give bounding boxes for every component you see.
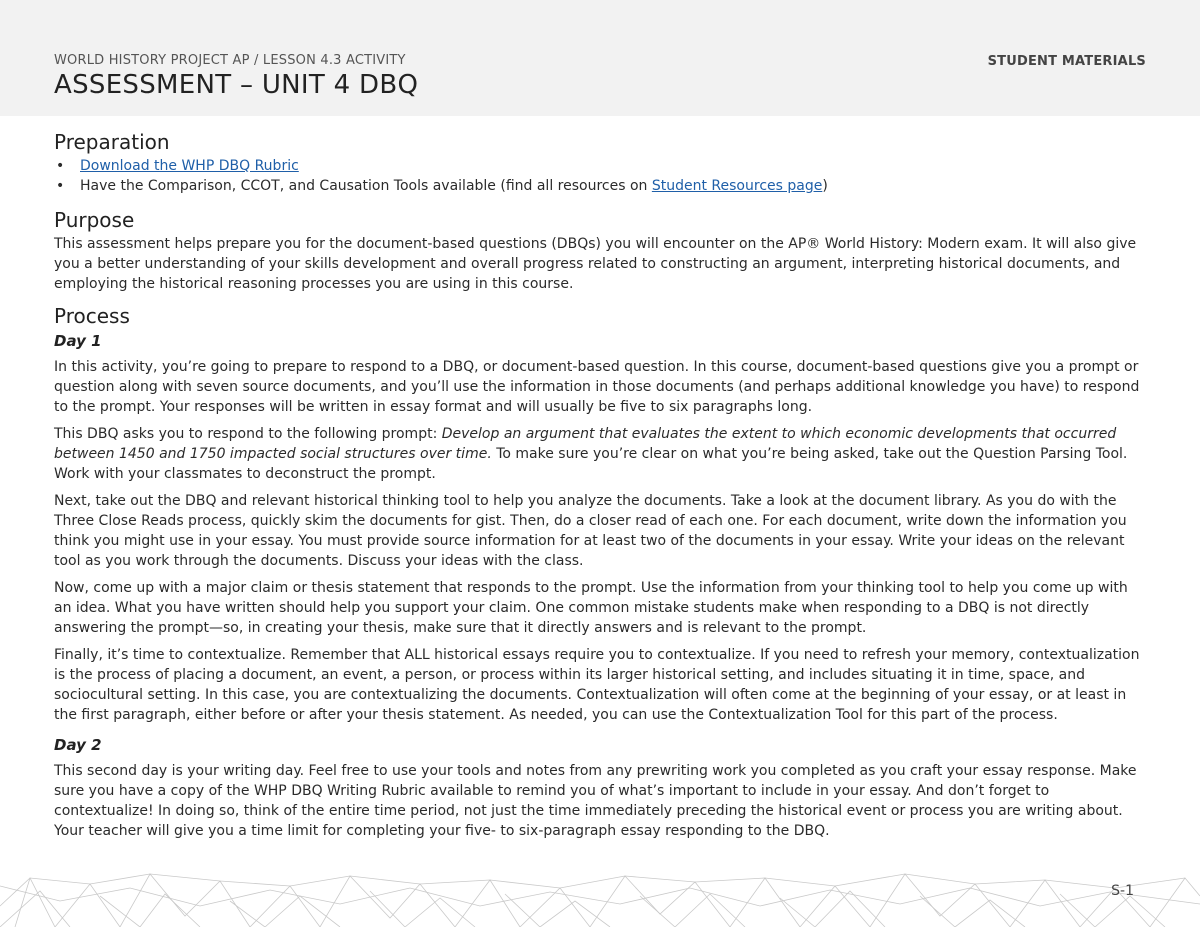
- day1-paragraph-1: In this activity, you’re going to prepare to respond to a DBQ, or document-based question. In this course, document-based questions give you a prompt or question along with seven source documents, and you’ll use the information in those documents (and perhaps additional knowledge you have) to respond to the prompt. Your responses will be written in essay format and will usually be five to six paragraphs long.: [54, 359, 1140, 415]
- list-item: [54, 156, 1148, 176]
- process-heading: Process: [54, 304, 130, 328]
- lesson-kicker: WORLD HISTORY PROJECT AP / LESSON 4.3 ACTIVITY: [54, 53, 406, 68]
- day1-heading: Day 1: [54, 332, 102, 350]
- dbq-prompt: Develop an argument that evaluates the extent to which economic developments that occurred between 1450 and 1750 impacted social structures over time.: [54, 426, 1117, 462]
- footer-geometric-pattern: [0, 866, 1200, 927]
- student-materials-label: STUDENT MATERIALS: [987, 54, 1146, 69]
- purpose-heading: Purpose: [54, 208, 135, 232]
- day2-heading: Day 2: [54, 736, 102, 754]
- list-item: [54, 176, 1148, 196]
- day1-paragraph-2: [54, 424, 1148, 484]
- prompt-instructions: To make sure you’re clear on what you’re being asked, take out the Question Parsing Tool. Work with your classmates to deconstruct the prompt.: [54, 446, 1128, 482]
- student-resources-link[interactable]: Student Resources page: [651, 178, 823, 194]
- rubric-download-link[interactable]: Download the WHP DBQ Rubric: [80, 158, 299, 174]
- main-content: [54, 128, 1148, 848]
- preparation-section: [54, 128, 1148, 196]
- page-number: S-1: [1111, 883, 1134, 899]
- purpose-section: [54, 206, 1148, 294]
- tools-text-end: ): [822, 178, 828, 194]
- day1-paragraph-5: Finally, it’s time to contextualize. Remember that ALL historical essays require you to contextualize. If you need to refresh your memory, contextualization is the process of placing a document, an event, a person, or process within its larger historical setting, and includes situating it in time, space, and sociocultural setting. In this case, you are contextualizing the documents. Contextualization will often come at the beginning of your essay, or at least in the first paragraph, either before or after your thesis statement. As needed, you can use the Contextualization Tool for this part of the process.: [54, 647, 1140, 723]
- day1-paragraph-3: Next, take out the DBQ and relevant historical thinking tool to help you analyze the documents. Take a look at the document library. As you do with the Three Close Reads process, quickly skim the documents for gist. Then, do a closer read of each one. For each document, write down the information you think you might use in your essay. You must provide source information for at least two of the documents in your essay. Write your ideas on the relevant tool as you work through the documents. Discuss your ideas with the class.: [54, 493, 1127, 569]
- page-header: [0, 0, 1200, 116]
- purpose-text: This assessment helps prepare you for the document-based questions (DBQs) you will encounter on the AP® World History: Modern exam. It will also give you a better understanding of your skills development and overall progress related to constructing an argument, interpreting historical documents, and employing the historical reasoning processes you are using in this course.: [54, 236, 1137, 292]
- preparation-heading: Preparation: [54, 130, 170, 154]
- day2-paragraph-1: This second day is your writing day. Feel free to use your tools and notes from any prewriting work you completed as you craft your essay response. Make sure you have a copy of the WHP DBQ Writing Rubric available to remind you of what’s important to include in your essay. And don’t forget to contextualize! In doing so, think of the entire time period, not just the time immediately preceding the historical event or process you are writing about. Your teacher will give you a time limit for completing your five- to six-paragraph essay responding to the DBQ.: [54, 763, 1137, 839]
- page-title: ASSESSMENT – UNIT 4 DBQ: [54, 70, 419, 100]
- tools-text: Have the Comparison, CCOT, and Causation Tools available (find all resources on: [80, 178, 652, 194]
- preparation-list: [54, 156, 1148, 196]
- prompt-intro: This DBQ asks you to respond to the following prompt:: [54, 426, 442, 442]
- day1-paragraph-4: Now, come up with a major claim or thesis statement that responds to the prompt. Use the information from your thinking tool to help you come up with an idea. What you have written should help you support your claim. One common mistake students make when responding to a DBQ is not directly answering the prompt—so, in creating your thesis, make sure that it directly answers and is relevant to the prompt.: [54, 580, 1128, 636]
- process-section: [54, 302, 1148, 841]
